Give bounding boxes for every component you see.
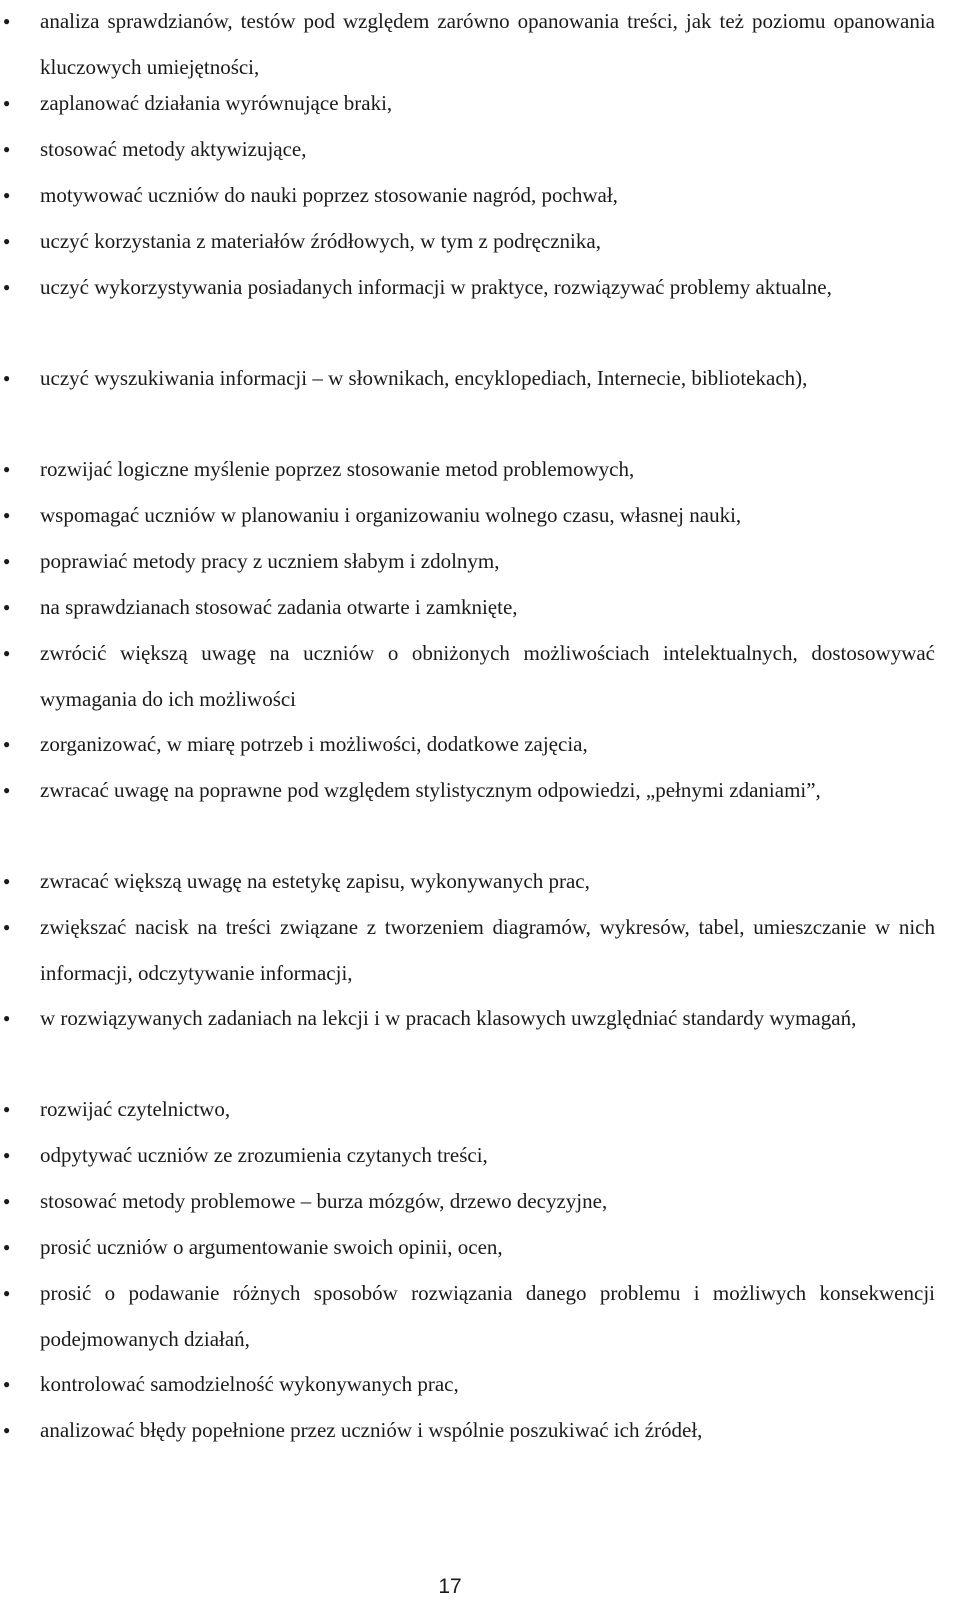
bullet-icon [3,356,23,402]
list-item-text: wspomagać uczniów w planowaniu i organizowaniu wolnego czasu, własnej nauki, [40,503,742,527]
list-item-text: motywować uczniów do nauki poprzez stosowanie nagród, pochwał, [40,183,618,207]
list-item-text: prosić uczniów o argumentowanie swoich opinii, ocen, [40,1235,503,1259]
list-item [40,1408,935,1454]
bullet-icon [3,768,23,814]
bullet-icon [3,173,23,219]
list-item [40,539,935,585]
list-item-text: uczyć wyszukiwania informacji – w słownikach, encyklopediach, Internecie, bibliotekach), [40,366,808,390]
page-number: 17 [438,1575,462,1598]
list-item-text: poprawiać metody pracy z uczniem słabym i zdolnym, [40,549,500,573]
list-item [40,219,935,265]
bullet-icon [3,219,23,265]
list-item [40,722,935,768]
list-item-text: zorganizować, w miarę potrzeb i możliwości, dodatkowe zajęcia, [40,732,588,756]
bullet-icon [3,1271,23,1317]
list-item [40,585,935,631]
list-item [40,1133,935,1179]
list-item [40,1087,935,1133]
list-item [40,859,935,905]
bullet-icon [3,1225,23,1271]
list-item [40,447,935,493]
list-item-text: zwrócić większą uwagę na uczniów o obniżonych możliwościach intelektualnych, dostosowywać wymagania do ich możliwości [40,641,935,711]
list-item-text: na sprawdzianach stosować zadania otwarte i zamknięte, [40,595,518,619]
bullet-icon [3,493,23,539]
bullet-icon [3,1408,23,1454]
bullet-icon [3,0,23,45]
list-item-text: uczyć korzystania z materiałów źródłowych, w tym z podręcznika, [40,229,601,253]
bullet-icon [3,265,23,311]
bullet-icon [3,859,23,905]
bullet-icon [3,1133,23,1179]
bullet-icon [3,447,23,493]
list-item-text: zwracać uwagę na poprawne pod względem stylistycznym odpowiedzi, „pełnymi zdaniami”, [40,778,821,802]
list-item-text: stosować metody problemowe – burza mózgów, drzewo decyzyjne, [40,1189,608,1213]
list-item [40,127,935,173]
list-item [40,1362,935,1408]
list-item-text: rozwijać czytelnictwo, [40,1097,231,1121]
list-item-text: kontrolować samodzielność wykonywanych prac, [40,1372,459,1396]
list-item [40,905,935,996]
bullet-icon [3,585,23,631]
list-item [40,173,935,219]
bullet-icon [3,1362,23,1408]
list-item-text: rozwijać logiczne myślenie poprzez stosowanie metod problemowych, [40,457,635,481]
list-item [40,1271,935,1362]
list-item [40,1179,935,1225]
bullet-icon [3,81,23,127]
list-item [40,265,935,311]
bullet-icon [3,722,23,768]
bullet-icon [3,996,23,1042]
list-item-text: zwracać większą uwagę na estetykę zapisu, wykonywanych prac, [40,869,590,893]
list-item-text: stosować metody aktywizujące, [40,137,307,161]
list-item-text: analiza sprawdzianów, testów pod względem zarówno opanowania treści, jak też poziomu opanowania kluczowych umiejętności, [40,9,935,79]
list-item-text: zwiększać nacisk na treści związane z tworzeniem diagramów, wykresów, tabel, umieszczanie w nich informacji, odczytywanie informacji, [40,915,935,985]
list-item [40,768,935,814]
list-item [40,0,935,90]
list-item [40,493,935,539]
list-item-text: prosić o podawanie różnych sposobów rozwiązania danego problemu i możliwych konsekwencji podejmowanych działań, [40,1281,935,1351]
bullet-icon [3,127,23,173]
list-item [40,1225,935,1271]
list-item-text: w rozwiązywanych zadaniach na lekcji i w pracach klasowych uwzględniać standardy wymagań, [40,1006,857,1030]
list-item-text: zaplanować działania wyrównujące braki, [40,91,393,115]
bullet-icon [3,1087,23,1133]
list-item [40,81,935,127]
list-item-text: analizować błędy popełnione przez uczniów i wspólnie poszukiwać ich źródeł, [40,1418,703,1442]
list-item [40,631,935,722]
list-item [40,996,935,1042]
bullet-icon [3,539,23,585]
bullet-icon [3,631,23,677]
list-item [40,356,935,402]
list-item-text: uczyć wykorzystywania posiadanych informacji w praktyce, rozwiązywać problemy aktualne, [40,275,832,299]
bullet-icon [3,1179,23,1225]
bullet-icon [3,905,23,951]
list-item-text: odpytywać uczniów ze zrozumienia czytanych treści, [40,1143,488,1167]
